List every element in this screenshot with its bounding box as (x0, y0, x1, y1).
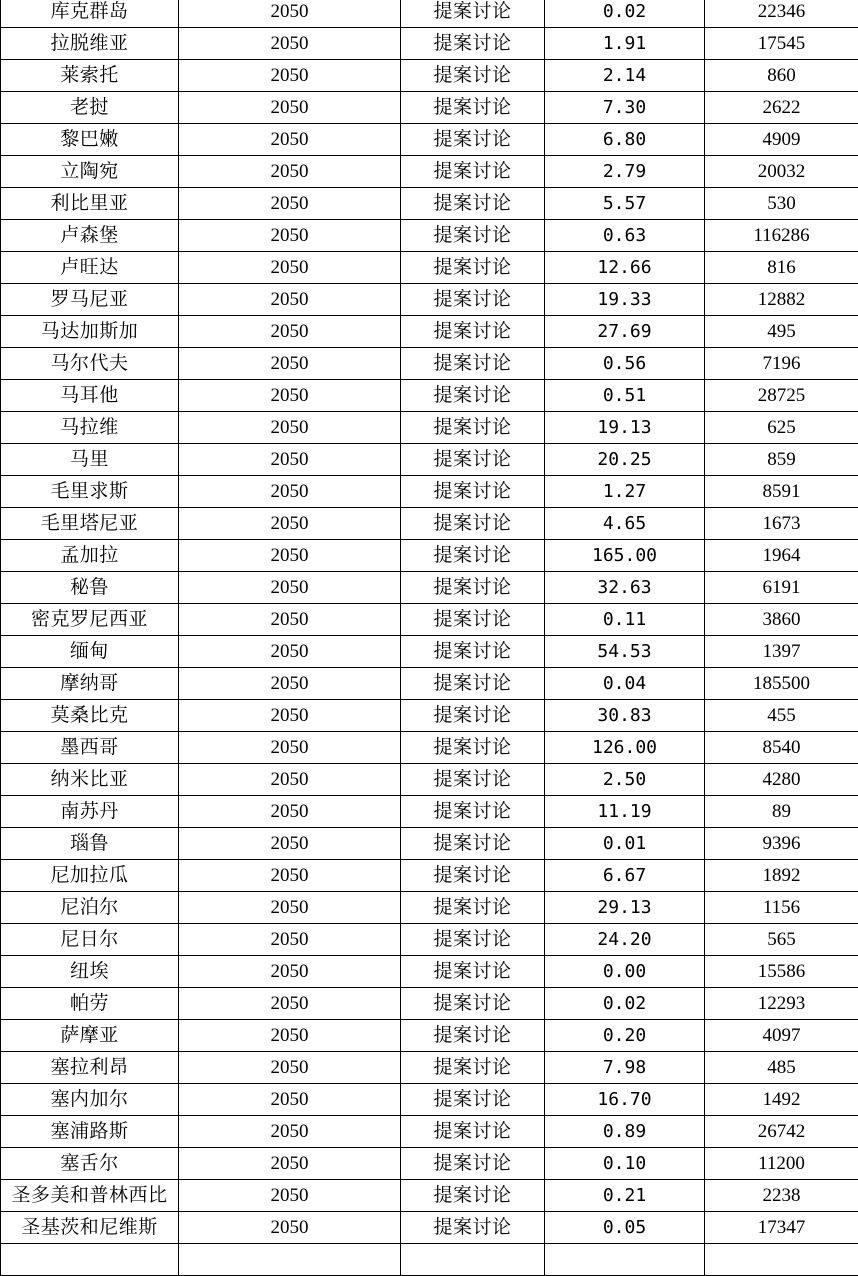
count-cell: 4909 (705, 124, 858, 156)
value-cell: 0.63 (545, 220, 705, 252)
status-cell: 提案讨论 (401, 1084, 545, 1116)
value-cell: 12.66 (545, 252, 705, 284)
year-cell (179, 1244, 401, 1276)
table-row (1, 700, 858, 732)
count-cell: 2622 (705, 92, 858, 124)
country-cell: 罗马尼亚 (1, 284, 179, 316)
year-cell: 2050 (179, 1116, 401, 1148)
count-cell (705, 1244, 858, 1276)
status-cell: 提案讨论 (401, 924, 545, 956)
status-cell: 提案讨论 (401, 764, 545, 796)
status-cell: 提案讨论 (401, 828, 545, 860)
status-cell: 提案讨论 (401, 412, 545, 444)
country-cell: 黎巴嫩 (1, 124, 179, 156)
country-cell: 瑙鲁 (1, 828, 179, 860)
count-cell: 116286 (705, 220, 858, 252)
count-cell: 4280 (705, 764, 858, 796)
country-cell: 马达加斯加 (1, 316, 179, 348)
count-cell: 15586 (705, 956, 858, 988)
value-cell: 32.63 (545, 572, 705, 604)
count-cell: 565 (705, 924, 858, 956)
count-cell: 1156 (705, 892, 858, 924)
year-cell: 2050 (179, 1052, 401, 1084)
country-cell: 库克群岛 (1, 0, 179, 28)
table-row (1, 956, 858, 988)
value-cell: 0.01 (545, 828, 705, 860)
table-row (1, 92, 858, 124)
status-cell: 提案讨论 (401, 572, 545, 604)
status-cell: 提案讨论 (401, 668, 545, 700)
status-cell: 提案讨论 (401, 1052, 545, 1084)
country-cell: 塞浦路斯 (1, 1116, 179, 1148)
value-cell: 4.65 (545, 508, 705, 540)
table-row (1, 1180, 858, 1212)
table-row (1, 28, 858, 60)
year-cell: 2050 (179, 636, 401, 668)
country-cell: 塞拉利昂 (1, 1052, 179, 1084)
country-cell (1, 1244, 179, 1276)
value-cell: 0.00 (545, 956, 705, 988)
country-cell: 立陶宛 (1, 156, 179, 188)
value-cell: 2.14 (545, 60, 705, 92)
status-cell: 提案讨论 (401, 1212, 545, 1244)
status-cell: 提案讨论 (401, 92, 545, 124)
status-cell: 提案讨论 (401, 1116, 545, 1148)
country-cell: 卢旺达 (1, 252, 179, 284)
table-row (1, 1212, 858, 1244)
status-cell: 提案讨论 (401, 188, 545, 220)
country-cell: 毛里塔尼亚 (1, 508, 179, 540)
count-cell: 17545 (705, 28, 858, 60)
table-row (1, 1148, 858, 1180)
value-cell: 11.19 (545, 796, 705, 828)
count-cell: 1673 (705, 508, 858, 540)
year-cell: 2050 (179, 956, 401, 988)
status-cell: 提案讨论 (401, 700, 545, 732)
year-cell: 2050 (179, 764, 401, 796)
year-cell: 2050 (179, 796, 401, 828)
table-row (1, 1052, 858, 1084)
value-cell: 126.00 (545, 732, 705, 764)
value-cell: 30.83 (545, 700, 705, 732)
table-row (1, 540, 858, 572)
table-row (1, 220, 858, 252)
count-cell: 816 (705, 252, 858, 284)
country-cell: 马尔代夫 (1, 348, 179, 380)
table-row (1, 860, 858, 892)
count-cell: 455 (705, 700, 858, 732)
count-cell: 7196 (705, 348, 858, 380)
status-cell (401, 1244, 545, 1276)
status-cell: 提案讨论 (401, 28, 545, 60)
status-cell: 提案讨论 (401, 1148, 545, 1180)
status-cell: 提案讨论 (401, 220, 545, 252)
year-cell: 2050 (179, 156, 401, 188)
value-cell: 54.53 (545, 636, 705, 668)
year-cell: 2050 (179, 604, 401, 636)
status-cell: 提案讨论 (401, 284, 545, 316)
table-row (1, 476, 858, 508)
year-cell: 2050 (179, 892, 401, 924)
country-cell: 毛里求斯 (1, 476, 179, 508)
country-cell: 纳米比亚 (1, 764, 179, 796)
value-cell: 20.25 (545, 444, 705, 476)
status-cell: 提案讨论 (401, 444, 545, 476)
country-cell: 塞内加尔 (1, 1084, 179, 1116)
value-cell: 2.79 (545, 156, 705, 188)
value-cell: 0.21 (545, 1180, 705, 1212)
table-row (1, 508, 858, 540)
status-cell: 提案讨论 (401, 60, 545, 92)
status-cell: 提案讨论 (401, 1180, 545, 1212)
year-cell: 2050 (179, 412, 401, 444)
count-cell: 530 (705, 188, 858, 220)
value-cell: 0.20 (545, 1020, 705, 1052)
table-row (1, 988, 858, 1020)
table-row (1, 732, 858, 764)
year-cell: 2050 (179, 540, 401, 572)
year-cell: 2050 (179, 92, 401, 124)
year-cell: 2050 (179, 1212, 401, 1244)
table-row (1, 156, 858, 188)
table-row (1, 60, 858, 92)
table-row (1, 572, 858, 604)
count-cell: 3860 (705, 604, 858, 636)
year-cell: 2050 (179, 0, 401, 28)
country-cell: 尼加拉瓜 (1, 860, 179, 892)
year-cell: 2050 (179, 860, 401, 892)
year-cell: 2050 (179, 316, 401, 348)
year-cell: 2050 (179, 924, 401, 956)
value-cell: 7.30 (545, 92, 705, 124)
country-cell: 纽埃 (1, 956, 179, 988)
country-cell: 密克罗尼西亚 (1, 604, 179, 636)
count-cell: 859 (705, 444, 858, 476)
count-cell: 12293 (705, 988, 858, 1020)
table-row (1, 1020, 858, 1052)
count-cell: 6191 (705, 572, 858, 604)
table-row (1, 252, 858, 284)
value-cell: 16.70 (545, 1084, 705, 1116)
year-cell: 2050 (179, 380, 401, 412)
count-cell: 17347 (705, 1212, 858, 1244)
year-cell: 2050 (179, 1180, 401, 1212)
year-cell: 2050 (179, 668, 401, 700)
count-cell: 495 (705, 316, 858, 348)
count-cell: 28725 (705, 380, 858, 412)
year-cell: 2050 (179, 348, 401, 380)
country-cell: 缅甸 (1, 636, 179, 668)
country-cell: 拉脱维亚 (1, 28, 179, 60)
country-cell: 尼日尔 (1, 924, 179, 956)
count-cell: 485 (705, 1052, 858, 1084)
country-cell: 莫桑比克 (1, 700, 179, 732)
table-row (1, 892, 858, 924)
country-cell: 利比里亚 (1, 188, 179, 220)
value-cell: 165.00 (545, 540, 705, 572)
status-cell: 提案讨论 (401, 124, 545, 156)
country-cell: 马耳他 (1, 380, 179, 412)
country-cell: 墨西哥 (1, 732, 179, 764)
table-body (1, 0, 858, 1276)
year-cell: 2050 (179, 1148, 401, 1180)
count-cell: 1492 (705, 1084, 858, 1116)
value-cell: 24.20 (545, 924, 705, 956)
year-cell: 2050 (179, 1084, 401, 1116)
status-cell: 提案讨论 (401, 988, 545, 1020)
year-cell: 2050 (179, 284, 401, 316)
country-cell: 帕劳 (1, 988, 179, 1020)
status-cell: 提案讨论 (401, 0, 545, 28)
year-cell: 2050 (179, 188, 401, 220)
status-cell: 提案讨论 (401, 732, 545, 764)
count-cell: 1397 (705, 636, 858, 668)
year-cell: 2050 (179, 124, 401, 156)
value-cell: 6.80 (545, 124, 705, 156)
table-row (1, 1244, 858, 1276)
table-row (1, 316, 858, 348)
value-cell: 0.51 (545, 380, 705, 412)
table-row (1, 764, 858, 796)
table-row (1, 668, 858, 700)
table-row (1, 1116, 858, 1148)
count-cell: 11200 (705, 1148, 858, 1180)
count-cell: 625 (705, 412, 858, 444)
year-cell: 2050 (179, 988, 401, 1020)
status-cell: 提案讨论 (401, 860, 545, 892)
value-cell (545, 1244, 705, 1276)
value-cell: 7.98 (545, 1052, 705, 1084)
status-cell: 提案讨论 (401, 380, 545, 412)
count-cell: 8591 (705, 476, 858, 508)
status-cell: 提案讨论 (401, 348, 545, 380)
year-cell: 2050 (179, 220, 401, 252)
country-cell: 莱索托 (1, 60, 179, 92)
count-cell: 2238 (705, 1180, 858, 1212)
status-cell: 提案讨论 (401, 508, 545, 540)
count-cell: 1892 (705, 860, 858, 892)
year-cell: 2050 (179, 476, 401, 508)
value-cell: 0.11 (545, 604, 705, 636)
status-cell: 提案讨论 (401, 892, 545, 924)
year-cell: 2050 (179, 828, 401, 860)
year-cell: 2050 (179, 1020, 401, 1052)
value-cell: 0.89 (545, 1116, 705, 1148)
country-cell: 圣多美和普林西比 (1, 1180, 179, 1212)
table-row (1, 444, 858, 476)
value-cell: 29.13 (545, 892, 705, 924)
year-cell: 2050 (179, 700, 401, 732)
value-cell: 6.67 (545, 860, 705, 892)
status-cell: 提案讨论 (401, 604, 545, 636)
status-cell: 提案讨论 (401, 636, 545, 668)
country-cell: 秘鲁 (1, 572, 179, 604)
country-cell: 马里 (1, 444, 179, 476)
count-cell: 12882 (705, 284, 858, 316)
value-cell: 0.02 (545, 988, 705, 1020)
status-cell: 提案讨论 (401, 956, 545, 988)
table-row (1, 0, 858, 28)
year-cell: 2050 (179, 60, 401, 92)
status-cell: 提案讨论 (401, 796, 545, 828)
count-cell: 26742 (705, 1116, 858, 1148)
status-cell: 提案讨论 (401, 252, 545, 284)
status-cell: 提案讨论 (401, 476, 545, 508)
count-cell: 22346 (705, 0, 858, 28)
year-cell: 2050 (179, 444, 401, 476)
value-cell: 0.05 (545, 1212, 705, 1244)
count-cell: 8540 (705, 732, 858, 764)
table-row (1, 348, 858, 380)
value-cell: 27.69 (545, 316, 705, 348)
status-cell: 提案讨论 (401, 316, 545, 348)
table-row (1, 412, 858, 444)
table-row (1, 380, 858, 412)
year-cell: 2050 (179, 28, 401, 60)
table-row (1, 828, 858, 860)
country-cell: 南苏丹 (1, 796, 179, 828)
status-cell: 提案讨论 (401, 156, 545, 188)
year-cell: 2050 (179, 732, 401, 764)
table-row (1, 188, 858, 220)
value-cell: 1.27 (545, 476, 705, 508)
status-cell: 提案讨论 (401, 1020, 545, 1052)
country-cell: 卢森堡 (1, 220, 179, 252)
value-cell: 1.91 (545, 28, 705, 60)
count-cell: 860 (705, 60, 858, 92)
value-cell: 2.50 (545, 764, 705, 796)
count-cell: 1964 (705, 540, 858, 572)
country-cell: 塞舌尔 (1, 1148, 179, 1180)
table-row (1, 924, 858, 956)
country-cell: 圣基茨和尼维斯 (1, 1212, 179, 1244)
status-cell: 提案讨论 (401, 540, 545, 572)
year-cell: 2050 (179, 572, 401, 604)
value-cell: 19.13 (545, 412, 705, 444)
country-cell: 摩纳哥 (1, 668, 179, 700)
country-cell: 萨摩亚 (1, 1020, 179, 1052)
year-cell: 2050 (179, 508, 401, 540)
table-row (1, 124, 858, 156)
table-row (1, 636, 858, 668)
value-cell: 0.02 (545, 0, 705, 28)
count-cell: 20032 (705, 156, 858, 188)
table-row (1, 1084, 858, 1116)
country-cell: 孟加拉 (1, 540, 179, 572)
value-cell: 0.04 (545, 668, 705, 700)
country-cell: 马拉维 (1, 412, 179, 444)
count-cell: 185500 (705, 668, 858, 700)
count-cell: 89 (705, 796, 858, 828)
table-row (1, 284, 858, 316)
value-cell: 5.57 (545, 188, 705, 220)
count-cell: 4097 (705, 1020, 858, 1052)
table-row (1, 796, 858, 828)
value-cell: 19.33 (545, 284, 705, 316)
count-cell: 9396 (705, 828, 858, 860)
table-row (1, 604, 858, 636)
value-cell: 0.10 (545, 1148, 705, 1180)
year-cell: 2050 (179, 252, 401, 284)
country-cell: 老挝 (1, 92, 179, 124)
country-cell: 尼泊尔 (1, 892, 179, 924)
value-cell: 0.56 (545, 348, 705, 380)
